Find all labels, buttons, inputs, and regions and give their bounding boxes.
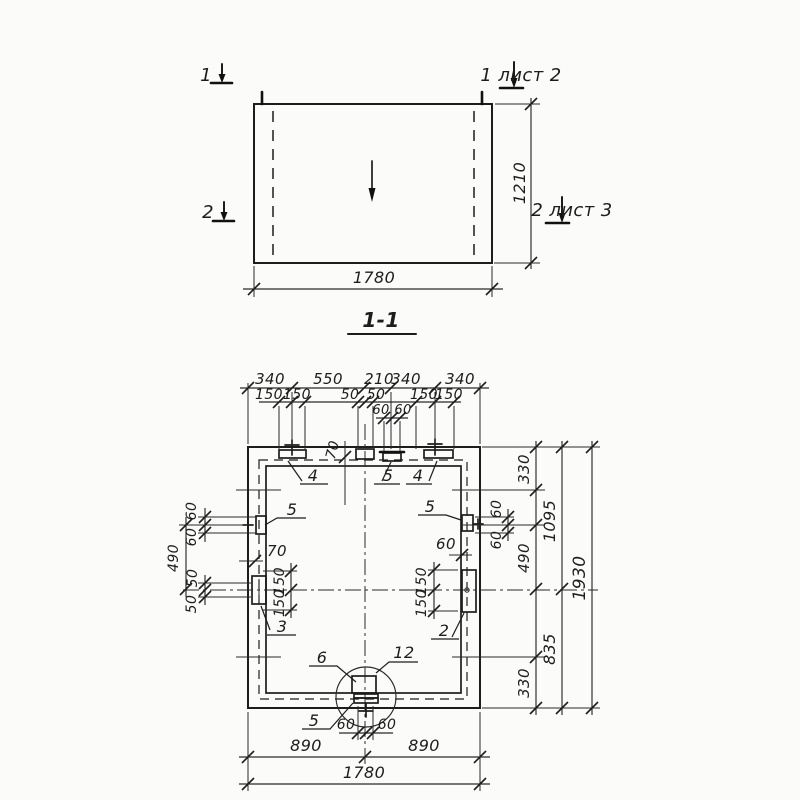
embed-plate-4-right [424,439,453,458]
dim-left-150a: 150 [272,567,288,595]
center-arrow [369,161,376,202]
dim-right-60b: 60 [489,530,505,550]
dim-left-50a: 50 [185,568,201,588]
section-title [348,308,416,334]
callout-5-top-center-label: 5 [382,466,394,485]
dim-right-1095: 1095 [540,499,559,543]
dim-right-150b: 150 [414,589,430,617]
dim-left-150b: 150 [272,589,288,617]
embed-box-6 [352,676,376,693]
elevation-dim-height [494,98,540,269]
section-title-label: 1-1 [362,308,400,332]
dim-left-490: 490 [166,544,182,572]
callout-4-top-right [406,461,437,485]
dim-top-offset-70: 70 [322,438,344,462]
section-mark-2-right [531,197,612,223]
callout-5-right-label: 5 [424,497,436,516]
dim-right-150a: 150 [414,567,430,595]
embed-plate-3-left-wall [252,576,266,604]
dim-right-490: 490 [515,543,533,573]
callout-4-top-right-label: 4 [412,466,424,485]
dim-top-550: 550 [313,370,343,388]
elevation-outline [254,104,492,263]
dim-bottom-1780: 1780 [342,763,386,782]
callout-5-left-label: 5 [286,500,298,519]
dim-top-60b: 60 [394,403,412,418]
elevation-dim-width [243,266,503,297]
embed-plate-2-right-wall [462,570,476,612]
dim-right-330b: 330 [515,668,533,698]
dim-top-60a: 60 [372,403,390,418]
dim-top-150d: 150 [435,387,463,403]
mark-2-label: 2 [202,202,214,223]
dim-top-340c: 340 [445,370,475,388]
dim-label-1780: 1780 [352,268,396,287]
dim-top-50b: 50 [366,387,386,403]
dim-left-50b: 50 [184,594,200,614]
callout-6-label: 6 [316,648,328,667]
callout-6-bottom [309,648,356,682]
dim-bottom-890a: 890 [290,736,322,755]
callout-2-right-wall [431,613,464,640]
dim-top-340b: 340 [391,370,421,388]
callout-3-label: 3 [276,617,288,636]
dim-bottom-890b: 890 [408,736,440,755]
callout-12-bottom [376,643,418,673]
dim-left-60b: 60 [184,527,200,547]
dim-top-150a: 150 [255,387,283,403]
section-mark-1-right [480,62,561,88]
dim-right-1930: 1930 [570,555,590,601]
mark-1-label: 1 [200,65,212,86]
dim-right-offset-60: 60 [436,535,456,553]
section-hidden-edge [259,460,467,699]
callout-5-bottom-label: 5 [308,711,320,730]
section-view [166,370,600,791]
callout-5-right-wall [418,497,461,520]
section-mark-1-left [200,64,232,86]
dim-bottom-60b: 60 [377,717,397,733]
section-mark-2-left [202,202,234,223]
dim-top-340a: 340 [255,370,285,388]
dim-left-offset-70: 70 [267,542,287,560]
embed-plate-5-top [380,452,404,461]
dim-label-1210: 1210 [510,161,529,205]
dim-right-330t: 330 [515,454,533,484]
mark-2-sheet-label: 2 лист 3 [531,200,613,221]
dim-top-150b: 150 [283,387,311,403]
dim-bottom-60a: 60 [336,717,356,733]
callout-5-left-wall [265,500,306,525]
mark-1-sheet-label: 1 лист 2 [480,65,562,86]
callout-12-label: 12 [393,643,415,662]
dim-left-60a: 60 [184,501,200,521]
callout-4-top-left [288,461,328,485]
dim-top-50a: 50 [340,387,360,403]
dim-top-210: 210 [364,370,394,388]
dim-right-60a: 60 [489,499,505,519]
callout-4-top-left-label: 4 [307,466,319,485]
elevation-view [200,62,613,297]
dim-top-150c: 150 [410,387,438,403]
dim-right-835: 835 [540,633,559,665]
callout-2-label: 2 [438,621,450,640]
